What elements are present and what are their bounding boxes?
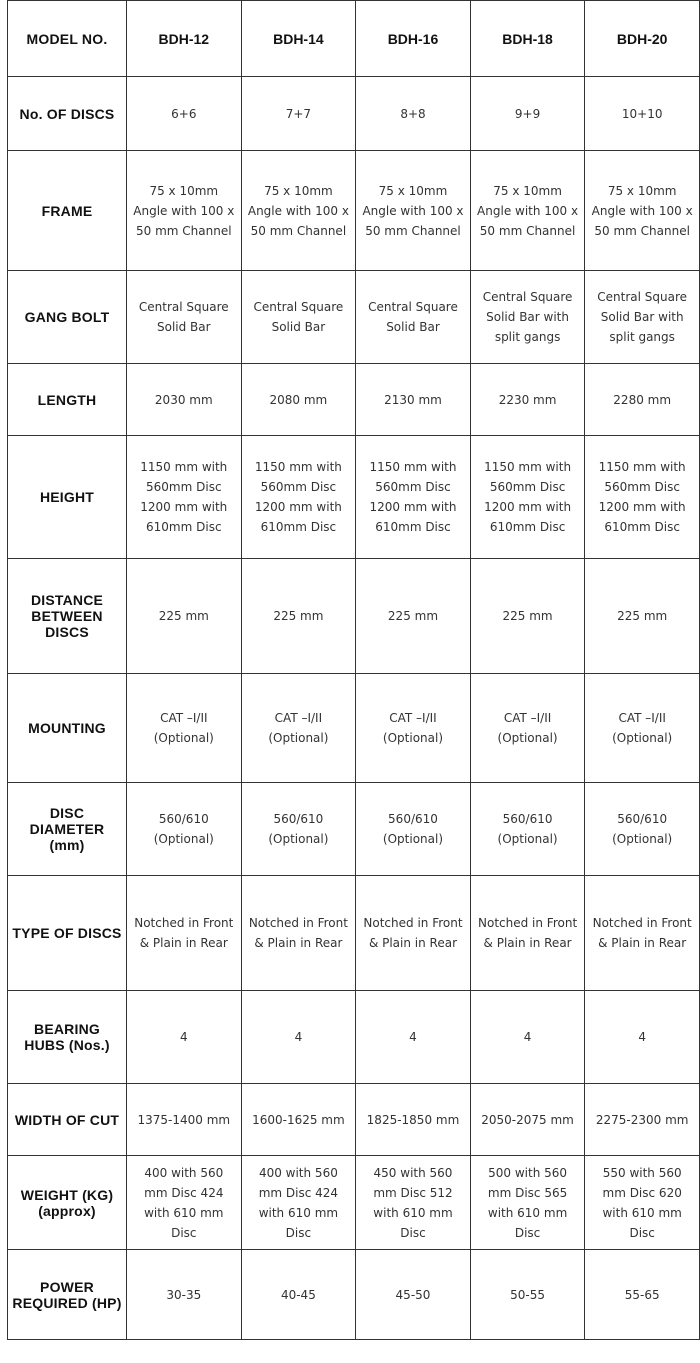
row-label: HEIGHT (8, 436, 127, 559)
header-row (8, 1, 700, 77)
row-label: DISTANCE BETWEEN DISCS (8, 559, 127, 674)
row-label: BEARING HUBS (Nos.) (8, 991, 127, 1084)
cell-value: 225 mm (127, 559, 242, 674)
model-bdh-18: BDH-18 (470, 1, 585, 77)
cell-value: CAT –I/II (Optional) (241, 674, 356, 783)
cell-value: 4 (127, 991, 242, 1084)
cell-value: 560/610 (Optional) (356, 783, 471, 876)
cell-value: 1150 mm with 560mm Disc 1200 mm with 610mm Disc (585, 436, 700, 559)
cell-value: 2030 mm (127, 364, 242, 436)
cell-value: Notched in Front & Plain in Rear (470, 876, 585, 991)
cell-value: CAT –I/II (Optional) (127, 674, 242, 783)
cell-value: 4 (585, 991, 700, 1084)
cell-value: 75 x 10mm Angle with 100 x 50 mm Channel (241, 151, 356, 271)
cell-value: Central Square Solid Bar with split gangs (470, 271, 585, 364)
row-height (8, 436, 700, 559)
row-label: POWER REQUIRED (HP) (8, 1250, 127, 1340)
cell-value: 550 with 560 mm Disc 620 with 610 mm Disc (585, 1156, 700, 1250)
cell-value: 6+6 (127, 77, 242, 151)
cell-value: 7+7 (241, 77, 356, 151)
cell-value: Central Square Solid Bar with split gangs (585, 271, 700, 364)
cell-value: 400 with 560 mm Disc 424 with 610 mm Disc (241, 1156, 356, 1250)
cell-value: 1600-1625 mm (241, 1084, 356, 1156)
row-label: GANG BOLT (8, 271, 127, 364)
cell-value: 4 (470, 991, 585, 1084)
cell-value: 75 x 10mm Angle with 100 x 50 mm Channel (127, 151, 242, 271)
model-bdh-16: BDH-16 (356, 1, 471, 77)
row-disc-diameter (8, 783, 700, 876)
row-label: WEIGHT (KG) (approx) (8, 1156, 127, 1250)
cell-value: 30-35 (127, 1250, 242, 1340)
cell-value: CAT –I/II (Optional) (585, 674, 700, 783)
cell-value: CAT –I/II (Optional) (470, 674, 585, 783)
cell-value: 1150 mm with 560mm Disc 1200 mm with 610mm Disc (127, 436, 242, 559)
cell-value: 500 with 560 mm Disc 565 with 610 mm Disc (470, 1156, 585, 1250)
cell-value: 4 (356, 991, 471, 1084)
row-label: LENGTH (8, 364, 127, 436)
cell-value: Notched in Front & Plain in Rear (356, 876, 471, 991)
cell-value: Central Square Solid Bar (127, 271, 242, 364)
cell-value: 45-50 (356, 1250, 471, 1340)
cell-value: 225 mm (356, 559, 471, 674)
cell-value: 1150 mm with 560mm Disc 1200 mm with 610mm Disc (356, 436, 471, 559)
cell-value: 55-65 (585, 1250, 700, 1340)
spec-table (7, 0, 700, 1340)
row-label: MOUNTING (8, 674, 127, 783)
cell-value: 450 with 560 mm Disc 512 with 610 mm Disc (356, 1156, 471, 1250)
row-length (8, 364, 700, 436)
cell-value: Notched in Front & Plain in Rear (241, 876, 356, 991)
row-label: TYPE OF DISCS (8, 876, 127, 991)
cell-value: 560/610 (Optional) (470, 783, 585, 876)
cell-value: Notched in Front & Plain in Rear (585, 876, 700, 991)
cell-value: 560/610 (Optional) (241, 783, 356, 876)
row-type-of-discs (8, 876, 700, 991)
cell-value: 225 mm (585, 559, 700, 674)
cell-value: 4 (241, 991, 356, 1084)
cell-value: 75 x 10mm Angle with 100 x 50 mm Channel (470, 151, 585, 271)
model-bdh-12: BDH-12 (127, 1, 242, 77)
cell-value: 75 x 10mm Angle with 100 x 50 mm Channel (585, 151, 700, 271)
cell-value: 10+10 (585, 77, 700, 151)
row-gang-bolt (8, 271, 700, 364)
cell-value: 2280 mm (585, 364, 700, 436)
cell-value: Notched in Front & Plain in Rear (127, 876, 242, 991)
row-label: DISC DIAMETER (mm) (8, 783, 127, 876)
cell-value: 2080 mm (241, 364, 356, 436)
model-bdh-20: BDH-20 (585, 1, 700, 77)
cell-value: 400 with 560 mm Disc 424 with 610 mm Disc (127, 1156, 242, 1250)
cell-value: 2275-2300 mm (585, 1084, 700, 1156)
cell-value: 40-45 (241, 1250, 356, 1340)
cell-value: 1150 mm with 560mm Disc 1200 mm with 610mm Disc (241, 436, 356, 559)
cell-value: 225 mm (470, 559, 585, 674)
cell-value: 8+8 (356, 77, 471, 151)
row-distance-between-discs (8, 559, 700, 674)
cell-value: CAT –I/II (Optional) (356, 674, 471, 783)
row-label: WIDTH OF CUT (8, 1084, 127, 1156)
cell-value: 2130 mm (356, 364, 471, 436)
cell-value: Central Square Solid Bar (241, 271, 356, 364)
cell-value: Central Square Solid Bar (356, 271, 471, 364)
row-frame (8, 151, 700, 271)
cell-value: 560/610 (Optional) (127, 783, 242, 876)
row-mounting (8, 674, 700, 783)
header-label: MODEL NO. (8, 1, 127, 77)
cell-value: 50-55 (470, 1250, 585, 1340)
cell-value: 9+9 (470, 77, 585, 151)
cell-value: 1375-1400 mm (127, 1084, 242, 1156)
row-label: No. OF DISCS (8, 77, 127, 151)
row-bearing-hubs (8, 991, 700, 1084)
row-weight (8, 1156, 700, 1250)
row-power-required (8, 1250, 700, 1340)
cell-value: 1150 mm with 560mm Disc 1200 mm with 610mm Disc (470, 436, 585, 559)
cell-value: 2230 mm (470, 364, 585, 436)
row-width-of-cut (8, 1084, 700, 1156)
cell-value: 560/610 (Optional) (585, 783, 700, 876)
cell-value: 75 x 10mm Angle with 100 x 50 mm Channel (356, 151, 471, 271)
model-bdh-14: BDH-14 (241, 1, 356, 77)
cell-value: 1825-1850 mm (356, 1084, 471, 1156)
cell-value: 225 mm (241, 559, 356, 674)
cell-value: 2050-2075 mm (470, 1084, 585, 1156)
row-label: FRAME (8, 151, 127, 271)
row-no-of-discs (8, 77, 700, 151)
